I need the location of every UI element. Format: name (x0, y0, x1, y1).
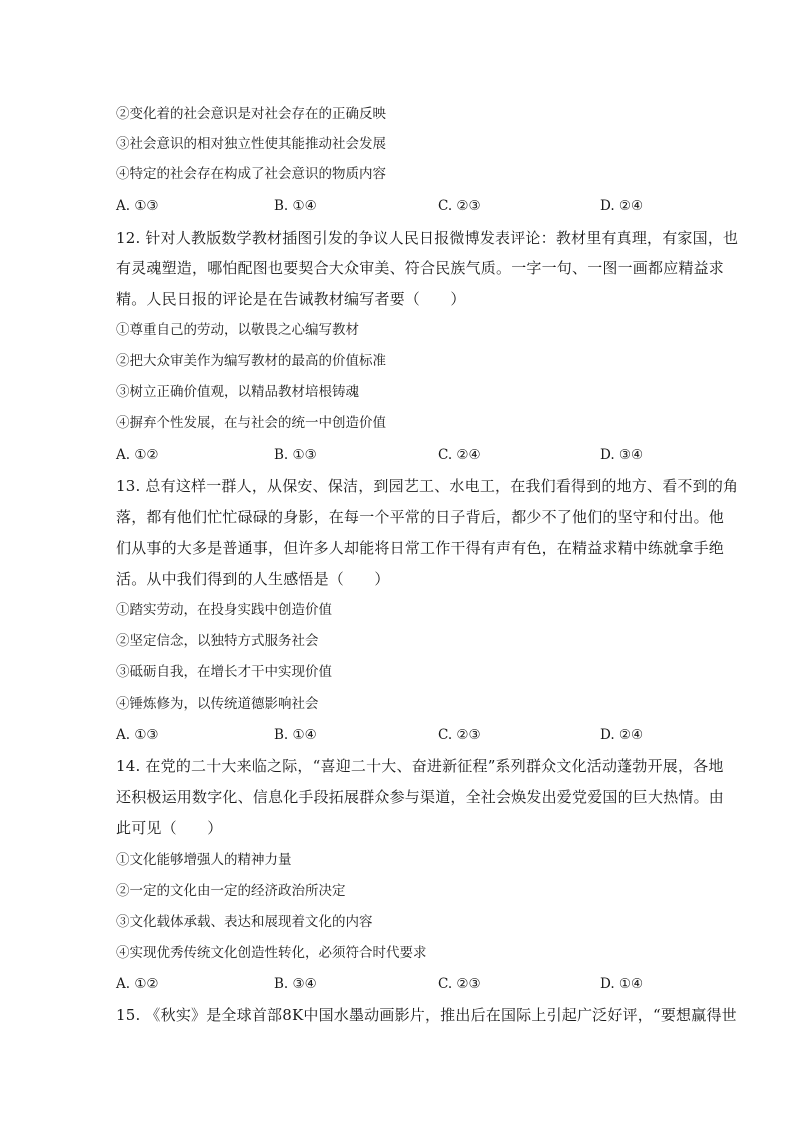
q14-choices (116, 974, 676, 994)
q14-option-4: ④实现优秀传统文化创造性转化，必须符合时代要求 (116, 945, 427, 961)
q12-option-3: ③树立正确价值观，以精品教材培根铸魂 (116, 384, 359, 400)
q13-option-3: ③砥砺自我，在增长才干中实现价值 (116, 664, 332, 680)
q13-choice-a: A. ①③ (116, 727, 159, 743)
q14-option-1: ①文化能够增强人的精神力量 (116, 852, 292, 868)
q12-choice-b: B. ①③ (274, 447, 317, 463)
q12-option-2: ②把大众审美作为编写教材的最高的价值标准 (116, 353, 386, 369)
q11-option-2: ②变化着的社会意识是对社会存在的正确反映 (116, 106, 386, 122)
q12-stem-line-1: 12. 针对人教版数学教材插图引发的争议人民日报微博发表评论：教材里有真理，有家国，也 (116, 229, 739, 247)
q12-option-4: ④摒弃个性发展，在与社会的统一中创造价值 (116, 415, 386, 431)
q12-option-1: ①尊重自己的劳动，以敬畏之心编写教材 (116, 322, 359, 338)
q15-stem-line-1: 15. 《秋实》是全球首部8K中国水墨动画影片，推出后在国际上引起广泛好评，“要想赢得世 (116, 1006, 737, 1024)
q13-choices (116, 725, 676, 745)
q11-choice-d: D. ②④ (600, 198, 644, 214)
q12-stem-line-2: 有灵魂塑造，哪怕配图也要契合大众审美、符合民族气质。一字一句、一图一画都应精益求 (116, 259, 725, 277)
q11-choice-b: B. ①④ (274, 198, 317, 214)
q14-option-3: ③文化载体承载、表达和展现着文化的内容 (116, 914, 373, 930)
q13-option-1: ①踏实劳动，在投身实践中创造价值 (116, 602, 332, 618)
q12-choice-a: A. ①② (116, 447, 159, 463)
q13-option-4: ④锤炼修为，以传统道德影响社会 (116, 696, 319, 712)
q11-choices (116, 196, 676, 216)
q14-choice-a: A. ①② (116, 976, 159, 992)
q12-choice-c: C. ②④ (438, 447, 481, 463)
q12-choice-d: D. ③④ (600, 447, 644, 463)
q11-option-4: ④特定的社会存在构成了社会意识的物质内容 (116, 166, 386, 182)
q14-stem-line-2: 还积极运用数字化、信息化手段拓展群众参与渠道，全社会焕发出爱党爱国的巨大热情。由 (116, 788, 725, 806)
q13-option-2: ②坚定信念，以独特方式服务社会 (116, 633, 319, 649)
q14-choice-c: C. ②③ (438, 976, 481, 992)
q13-choice-c: C. ②③ (438, 727, 481, 743)
q12-choices (116, 445, 676, 465)
q14-stem-line-1: 14. 在党的二十大来临之际，“喜迎二十大、奋进新征程”系列群众文化活动蓬勃开展，各地 (116, 757, 724, 775)
q14-choice-b: B. ③④ (274, 976, 317, 992)
q14-stem-line-3: 此可见（ ） (116, 819, 223, 837)
q14-choice-d: D. ①④ (600, 976, 644, 992)
q13-stem-line-4: 活。从中我们得到的人生感悟是（ ） (116, 570, 390, 588)
q11-choice-c: C. ②③ (438, 198, 481, 214)
q13-stem-line-2: 落，都有他们忙忙碌碌的身影，在每一个平常的日子背后，都少不了他们的坚守和付出。他 (116, 508, 725, 526)
q13-choice-d: D. ②④ (600, 727, 644, 743)
q13-stem-line-1: 13. 总有这样一群人，从保安、保洁，到园艺工、水电工，在我们看得到的地方、看不到的角 (116, 477, 739, 495)
q13-choice-b: B. ①④ (274, 727, 317, 743)
q14-option-2: ②一定的文化由一定的经济政治所决定 (116, 883, 346, 899)
q13-stem-line-3: 们从事的大多是普通事，但许多人却能将日常工作干得有声有色，在精益求精中练就拿手绝 (116, 539, 725, 557)
q11-option-3: ③社会意识的相对独立性使其能推动社会发展 (116, 136, 386, 152)
q11-choice-a: A. ①③ (116, 198, 159, 214)
q12-stem-line-3: 精。人民日报的评论是在告诫教材编写者要（ ） (116, 290, 466, 308)
